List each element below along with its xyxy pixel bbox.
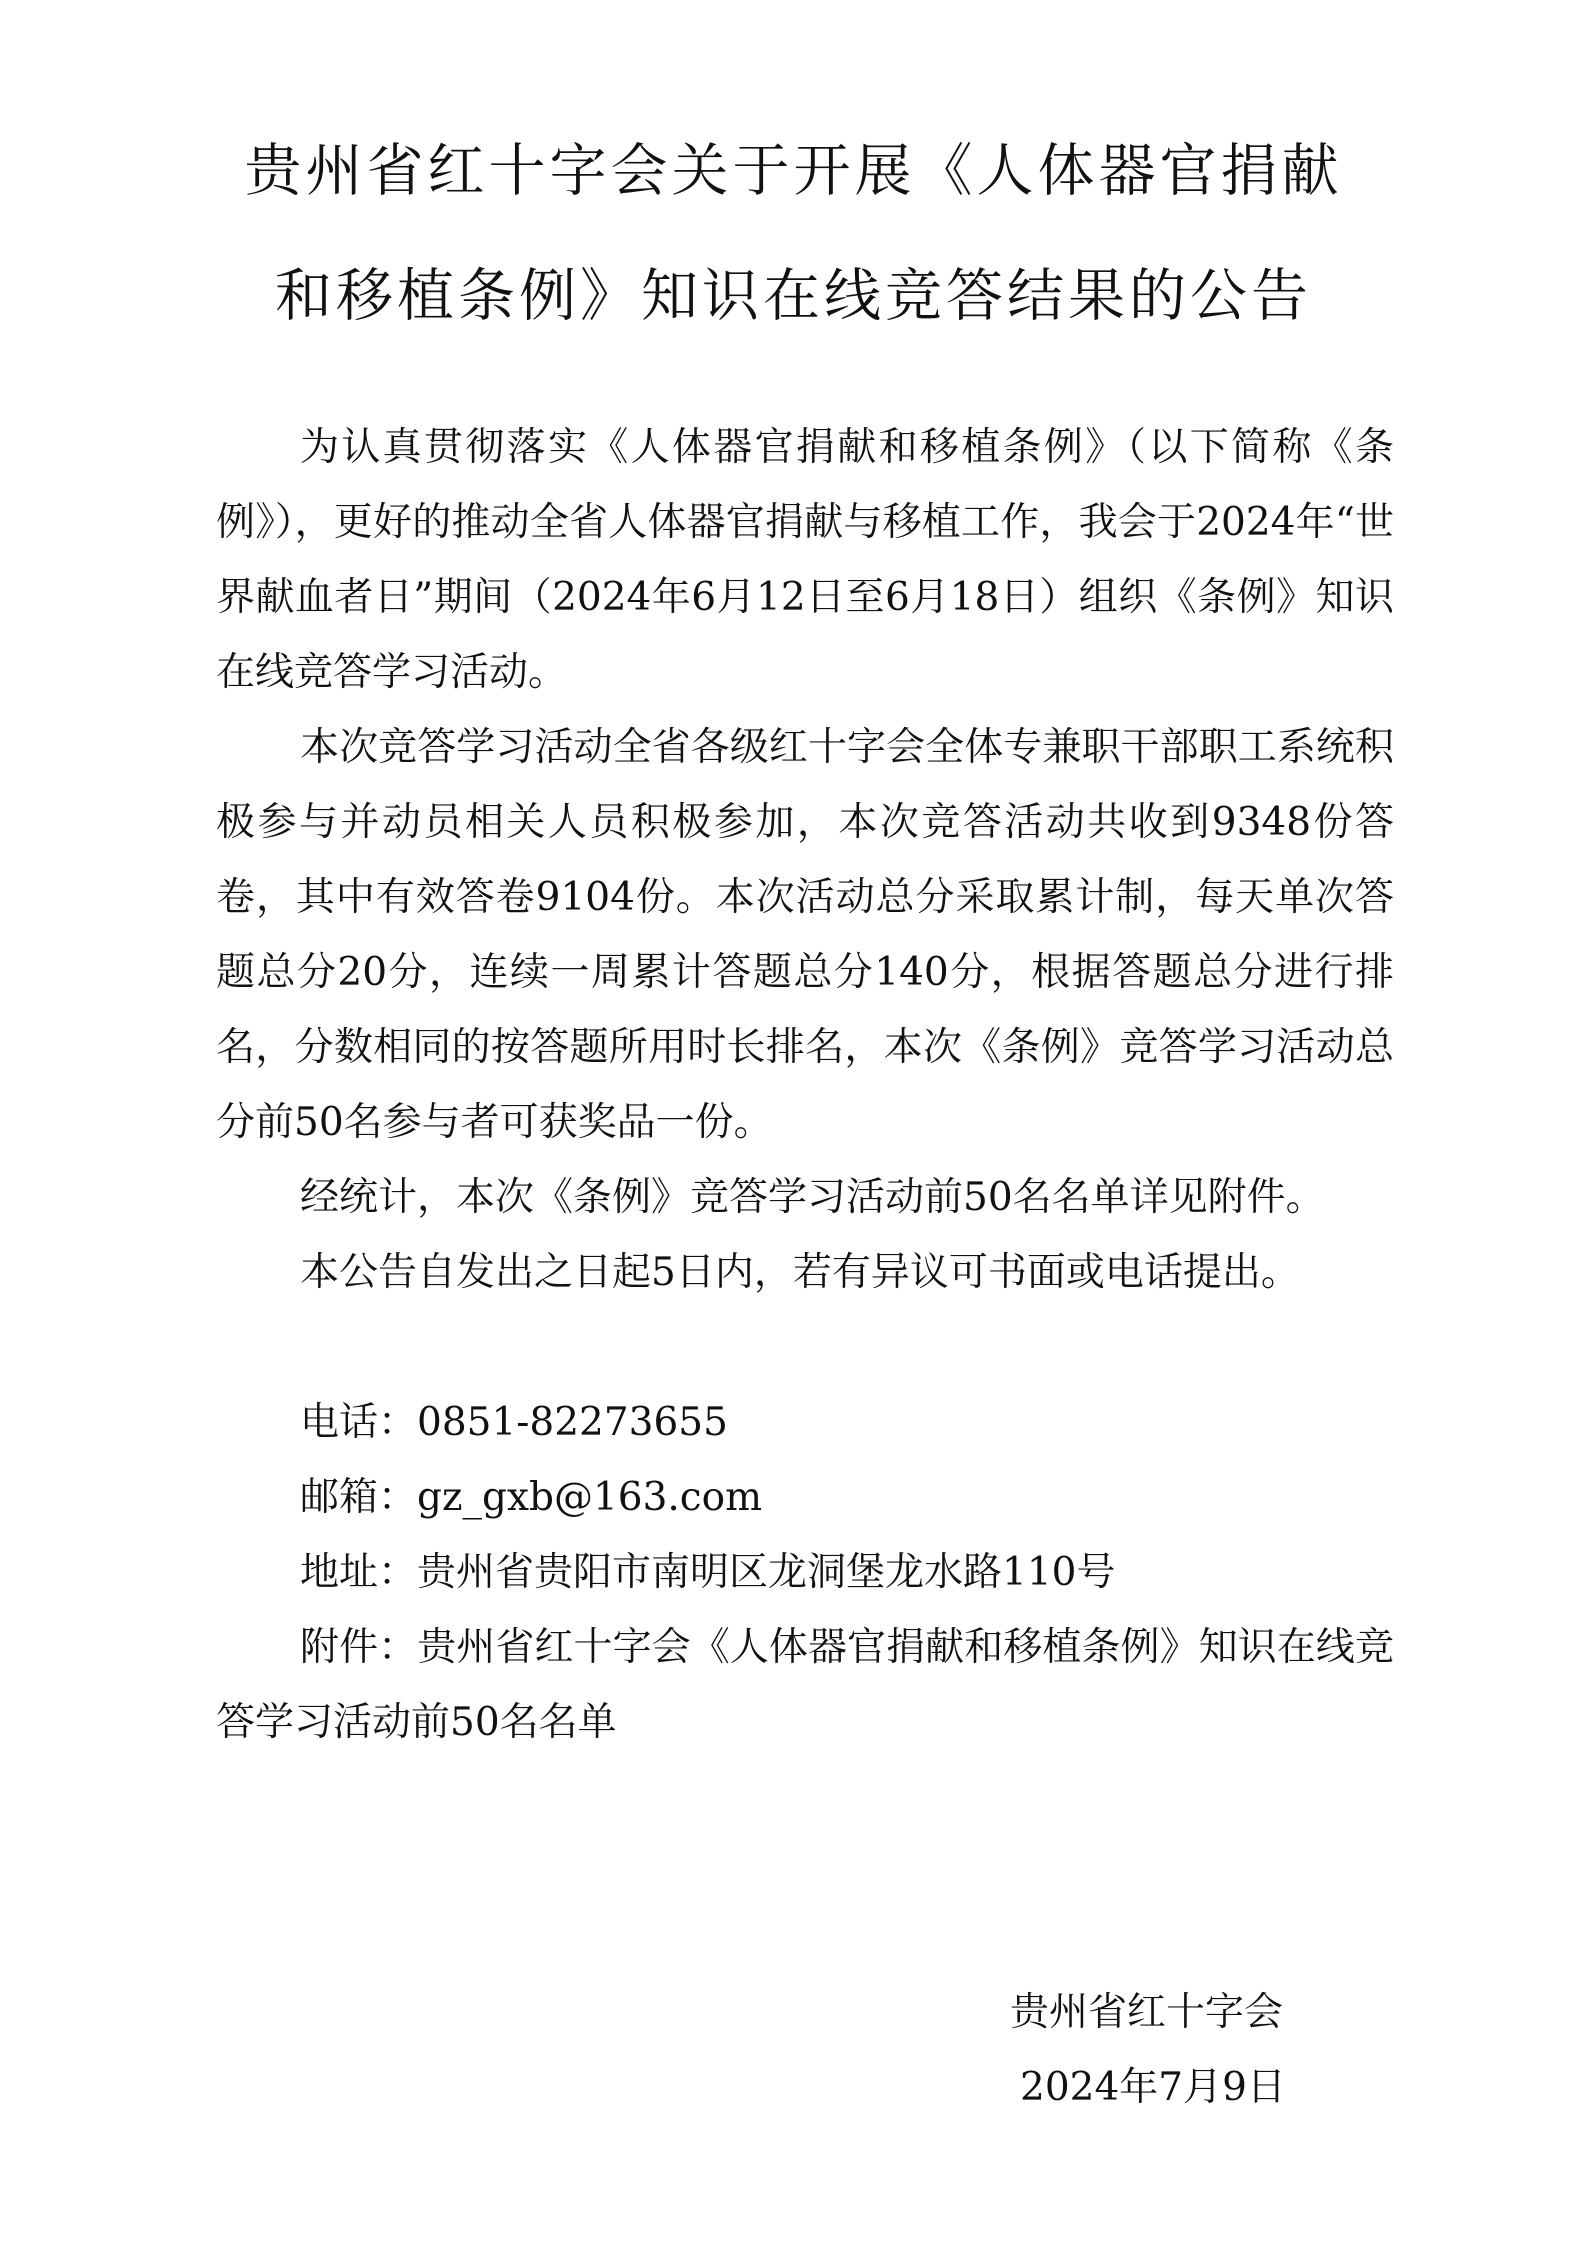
signature-date: 2024年7月9日 xyxy=(1020,2065,1286,2110)
paragraph-objection: 本公告自发出之日起5日内，若有异议可书面或电话提出。 xyxy=(300,1250,1300,1295)
paragraph-activity: 本次竞答学习活动全省各级红十字会全体专兼职干部职工系统积极参与并动员相关人员积极参加，本次竞答活动共收到9348份答卷，其中有效答卷9104份。本次活动总分采取累计制，每天单次答题总分20分，连续一周累计答题总分140分，根据答题总分进行排名，分数相同的按答题所用时长排名，本次《条例》竞答学习活动总分前50名参与者可获奖品一份。 xyxy=(216,725,1394,1145)
document-title-line-1: 贵州省红十字会关于开展《人体器官捐献 xyxy=(244,138,1343,204)
paragraph-result: 经统计，本次《条例》竞答学习活动前50名名单详见附件。 xyxy=(300,1175,1325,1220)
paragraph-intro: 为认真贯彻落实《人体器官捐献和移植条例》（以下简称《条例》），更好的推动全省人体器官捐献与移植工作，我会于2024年“世界献血者日”期间（2024年6月12日至6月18日）组织《条例》知识在线竞答学习活动。 xyxy=(216,425,1394,695)
document-body xyxy=(216,410,1394,1310)
contact-block xyxy=(216,1385,1394,1760)
contact-address: 地址：贵州省贵阳市南明区龙洞堡龙水路110号 xyxy=(300,1550,1116,1595)
signature-organization: 贵州省红十字会 xyxy=(1010,1990,1284,2035)
document-title-line-2: 和移植条例》知识在线竞答结果的公告 xyxy=(275,263,1312,329)
attachment-note: 附件：贵州省红十字会《人体器官捐献和移植条例》知识在线竞答学习活动前50名名单 xyxy=(216,1625,1394,1745)
contact-email: 邮箱：gz_gxb@163.com xyxy=(300,1475,763,1520)
contact-phone: 电话：0851-82273655 xyxy=(300,1400,728,1445)
